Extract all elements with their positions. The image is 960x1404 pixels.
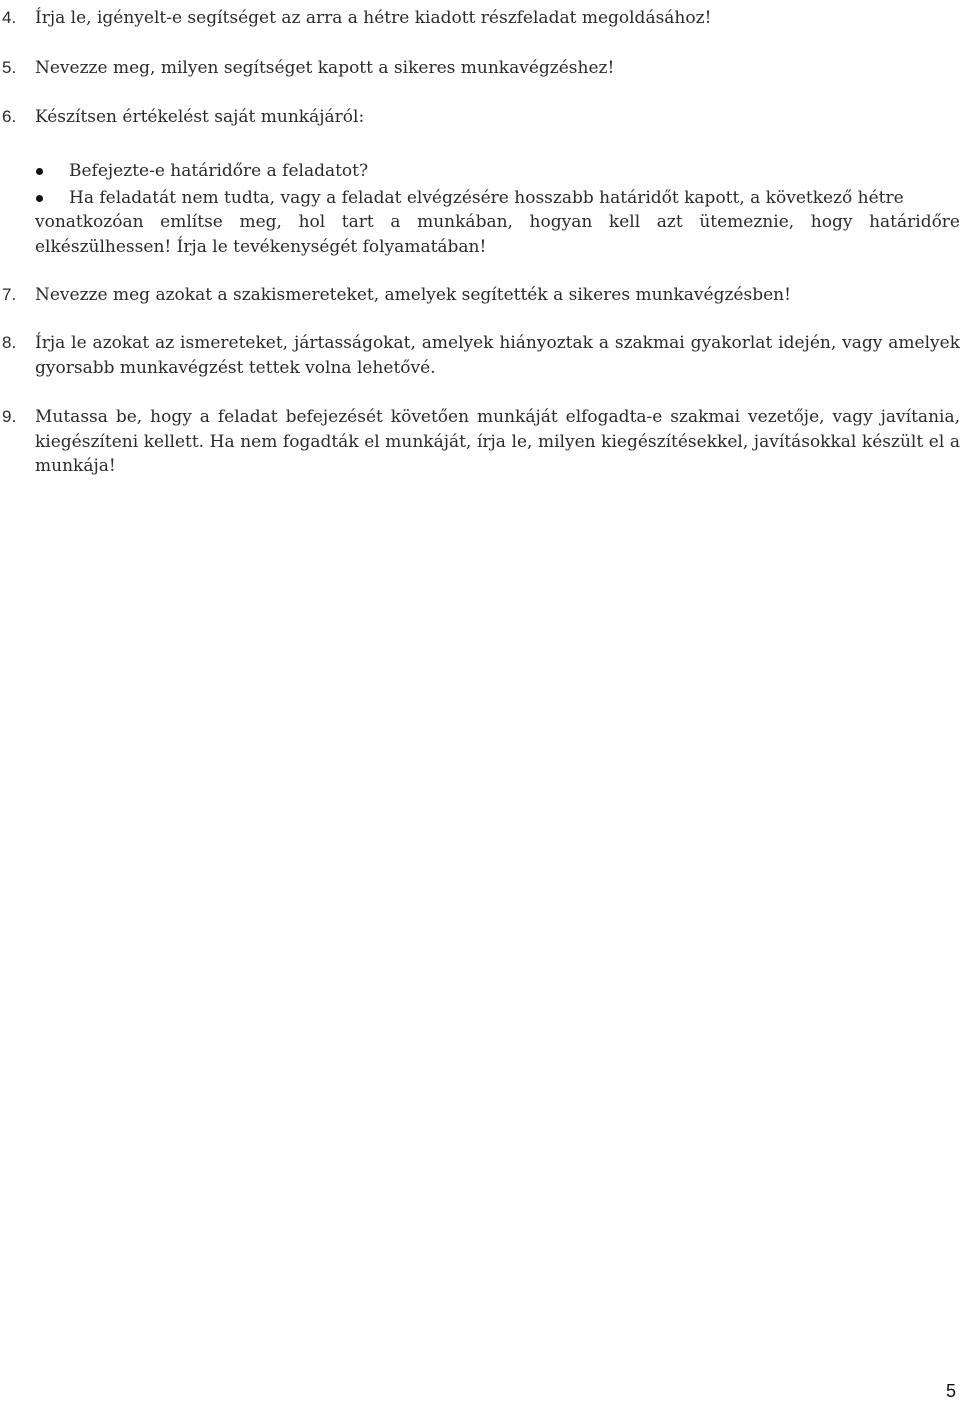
question-text: Készítsen értékelést saját munkájáról: (35, 107, 365, 127)
question-number: 5. (2, 58, 17, 77)
question-text: Írja le, igényelt-e segítséget az arra a hétre kiadott részfeladat megoldásához! (35, 8, 712, 28)
question-number: 9. (2, 407, 17, 426)
question-number: 6. (2, 107, 17, 126)
bullet-icon (36, 168, 43, 175)
question-number: 8. (2, 333, 17, 352)
bullet-text: Ha feladatát nem tudta, vagy a feladat elvégzésére hosszabb határidőt kapott, a következő hétre (69, 188, 904, 208)
bullet-icon (36, 195, 43, 202)
question-text: Nevezze meg azokat a szakismereteket, amelyek segítették a sikeres munkavégzésben! (35, 285, 791, 305)
bullet-text-continuation: vonatkozóan említse meg, hol tart a munkában, hogyan kell azt ütemeznie, hogy határidőre elkészülhessen! Írja le tevékenységét folyamatában! (35, 212, 960, 257)
question-number: 4. (2, 8, 17, 27)
question-text: Írja le azokat az ismereteket, jártasságokat, amelyek hiányoztak a szakmai gyakorlat idején, vagy amelyek gyorsabb munkavégzést tettek volna lehetővé. (35, 333, 960, 378)
bullet-text: Befejezte-e határidőre a feladatot? (69, 161, 369, 181)
question-text: Mutassa be, hogy a feladat befejezését követően munkáját elfogadta-e szakmai vezetője, vagy javítania, kiegészíteni kellett. Ha nem fogadták el munkáját, írja le, milyen kiegészítésekkel, javításokkal készült el a munkája! (35, 407, 960, 476)
question-number: 7. (2, 285, 17, 304)
question-text: Nevezze meg, milyen segítséget kapott a sikeres munkavégzéshez! (35, 58, 615, 78)
page-number: 5 (945, 1381, 956, 1401)
